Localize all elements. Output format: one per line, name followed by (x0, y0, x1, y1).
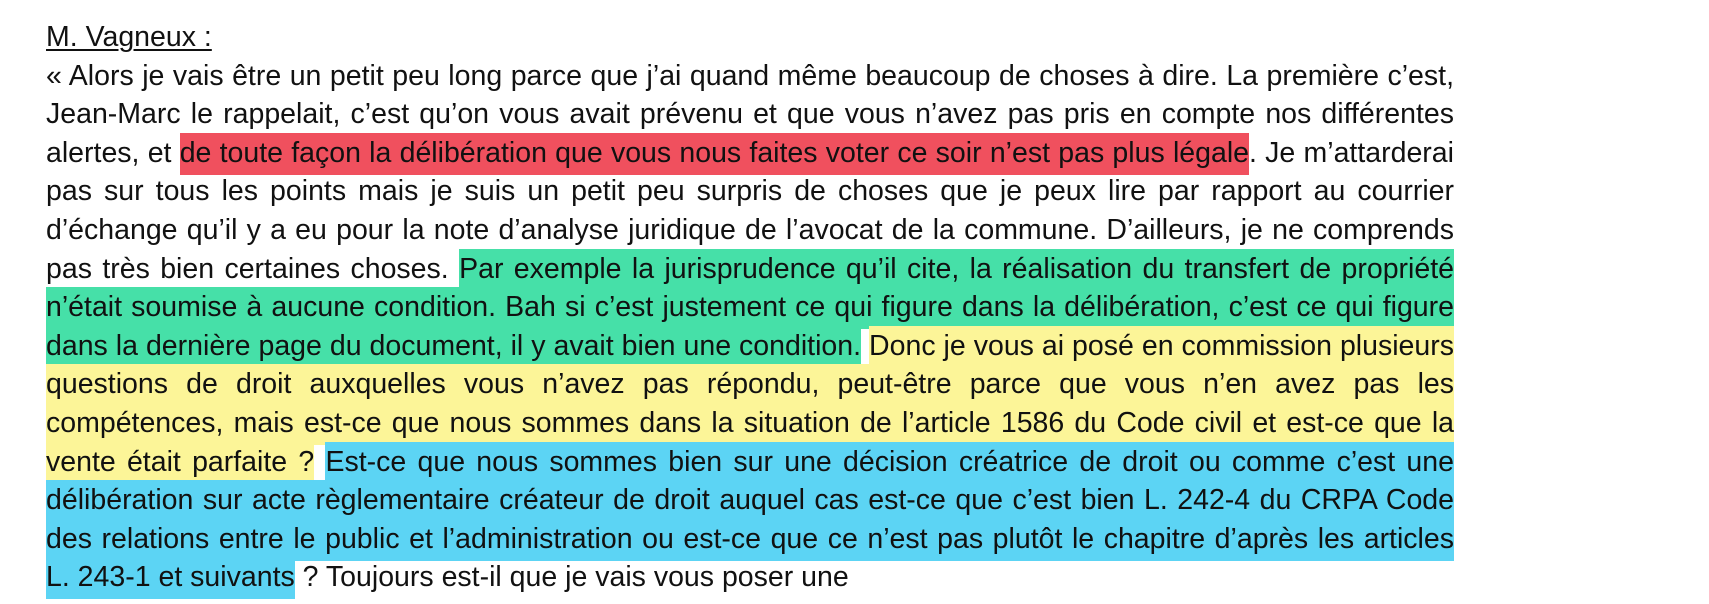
highlighted-segment-red: de toute façon la délibération que vous nous faites voter ce soir n’est pas plus légale (180, 133, 1249, 175)
highlighted-segment-blue: Est-ce que nous sommes bien sur une décision créatrice de droit ou comme c’est une délibération sur acte règlementaire créateur de droit auquel cas est-ce que c’est bien L. 242-4 du CRPA Code des relations entre le public et l’administration ou est-ce que ce n’est pas plutôt le chapitre d’après les articles L. 243-1 et suivants (46, 442, 1454, 600)
text-segment: « Alors je vais être un petit peu long parce que j’ai quand même beaucoup de choses à dire. La première c’est, Jean-Marc le rappelait, c’est qu’on vous avait prévenu et que vous n’avez pas pris en compte nos différentes alertes, et (46, 59, 1454, 169)
text-segment: ? Toujours est-il que je vais vous poser une (294, 561, 849, 594)
text-segment (314, 446, 325, 478)
speech-paragraph (46, 57, 1454, 597)
highlighted-segment-green: Par exemple la jurisprudence qu’il cite, la réalisation du transfert de propriété n’était soumise à aucune condition. Bah si c’est justement ce qui figure dans la délibération, c’est ce qui figure dans la dernière page du document, il y avait bien une condition. (46, 249, 1454, 368)
text-segment: . Je m’attarderai pas sur tous les points mais je suis un petit peu surpris de choses que je peux lire par rapport au courrier d’échange qu’il y a eu pour la note d’analyse juridique de l’avocat de la commune. D’ailleurs, je ne comprends pas très bien certaines choses. (46, 136, 1454, 285)
transcript-page (46, 18, 1454, 597)
text-segment (861, 330, 869, 362)
highlighted-segment-yellow: Donc je vous ai posé en commission plusieurs questions de droit auxquelles vous n’avez pas répondu, peut-être parce que vous n’en avez pas les compétences, mais est-ce que nous sommes dans la situation de l’article 1586 du Code civil et est-ce que la vente était parfaite ? (46, 326, 1454, 484)
speaker-name: M. Vagneux : (46, 21, 212, 53)
